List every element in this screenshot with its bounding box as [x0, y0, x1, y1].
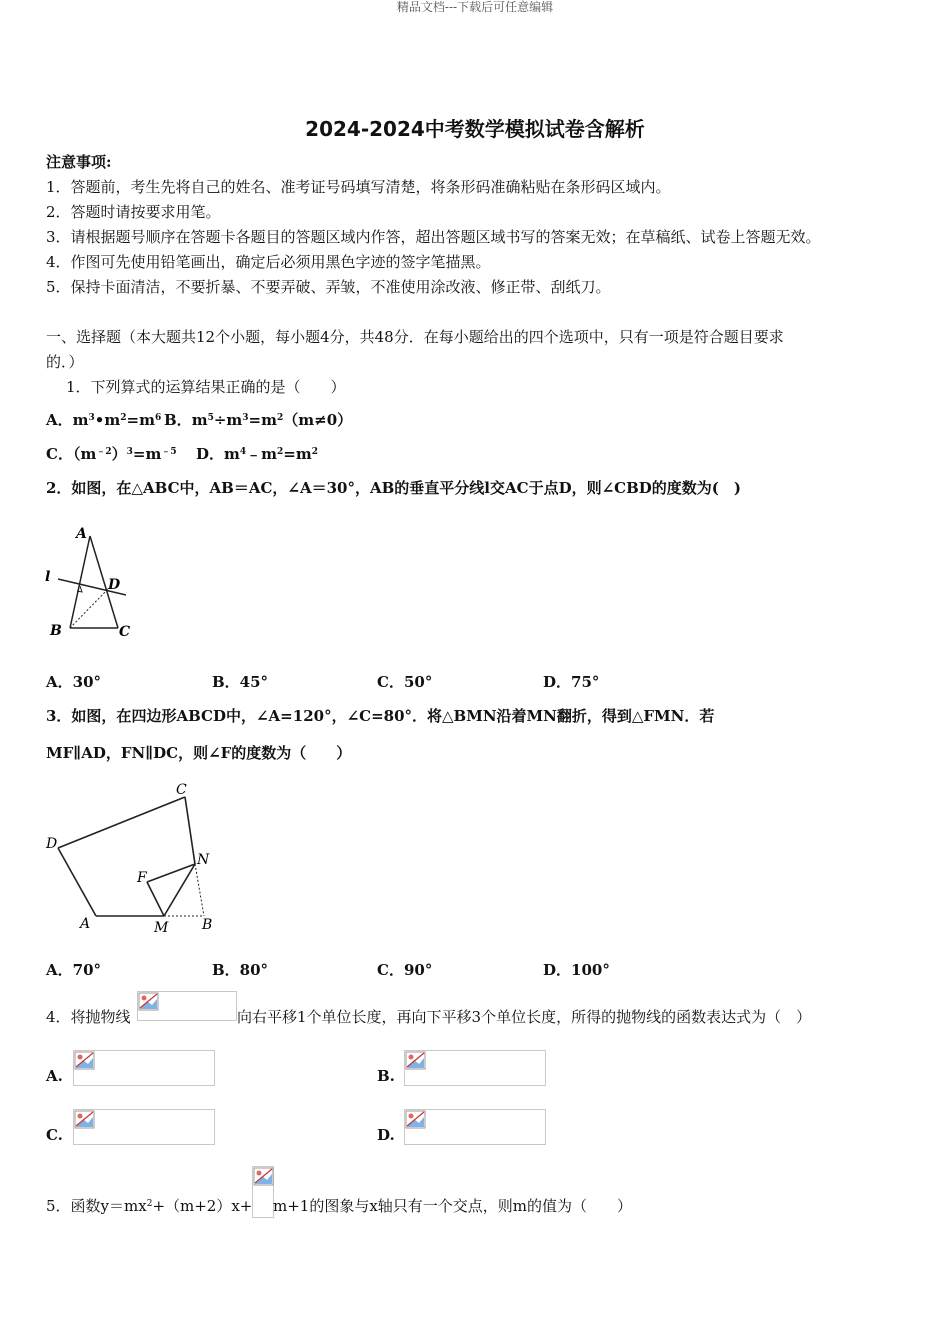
broken-image-icon [74, 1110, 96, 1130]
q4-option-a-image [73, 1050, 215, 1086]
notice-item: 4．作图可先使用铅笔画出，确定后必须用黑色字迹的签字笔描黑。 [46, 253, 491, 271]
label-M: M [154, 920, 169, 936]
q3-option-b: B．80° [212, 961, 269, 979]
q4-formula-image [137, 991, 237, 1021]
q3-option-a: A．70° [46, 961, 102, 979]
q5-formula-image [252, 1166, 274, 1218]
q4-option-d-image [404, 1109, 546, 1145]
q3-option-d: D．100° [543, 961, 610, 979]
label-B: B [202, 917, 213, 933]
q4-option-d-label: D. [377, 1126, 395, 1144]
label-F: F [137, 870, 147, 886]
q2-option-a: A．30° [46, 673, 102, 691]
page-header: 精品文档---下载后可任意编辑 [396, 0, 554, 14]
notice-item: 3．请根据题号顺序在答题卡各题目的答题区域内作答，超出答题区域书写的答案无效；在草稿纸、试卷上答题无效。 [46, 228, 821, 246]
label-D: D [108, 577, 121, 593]
broken-image-icon [138, 992, 160, 1012]
notice-item: 2．答题时请按要求用笔。 [46, 203, 221, 221]
broken-image-icon [405, 1051, 427, 1071]
label-N: N [197, 852, 210, 868]
q2-option-c: C．50° [377, 673, 433, 691]
q1-option-c: C．$(m^{﹣2})^3=m^{﹣5}$ [46, 445, 177, 463]
triangle-figure [40, 522, 150, 644]
notice-heading: 注意事项: [46, 153, 112, 171]
notice-item: 5．保持卡面清洁，不要折暴、不要弄破、弄皱，不准使用涂改液、修正带、刮纸刀。 [46, 278, 611, 296]
label-C: C [176, 782, 187, 798]
question-5-suffix: m+1的图象与x轴只有一个交点，则m的值为（ ） [273, 1197, 633, 1215]
section-heading-cont: 的．） [46, 353, 84, 371]
broken-image-icon [74, 1051, 96, 1071]
question-4-suffix: 向右平移1个单位长度，再向下平移3个单位长度，所得的抛物线的函数表达式为（ ） [237, 1008, 812, 1026]
question-3-stem-cont: MF∥AD，FN∥DC，则∠F的度数为（ ） [46, 744, 352, 762]
q1-option-d: D．$m^4﹣m^2=m^2$ [196, 445, 319, 463]
q2-option-b: B．45° [212, 673, 269, 691]
question-1-stem: 1．下列算式的运算结果正确的是（ ） [66, 378, 346, 396]
broken-image-icon [253, 1167, 275, 1187]
label-C: C [119, 624, 131, 640]
broken-image-icon [405, 1110, 427, 1130]
label-l: l [45, 569, 51, 585]
page-title: 2024-2024中考数学模拟试卷含解析 [305, 117, 645, 141]
q4-option-a-label: A. [46, 1067, 63, 1085]
q2-option-d: D．75° [543, 673, 600, 691]
q4-option-b-label: B. [377, 1067, 395, 1085]
label-A: A [76, 526, 87, 542]
quadrilateral-figure [40, 778, 225, 938]
label-A: A [80, 916, 91, 932]
question-5-prefix: 5．函数$y=mx^2+(m+2)x+$ [46, 1197, 253, 1215]
q4-option-c-label: C. [46, 1126, 63, 1144]
label-B: B [50, 623, 62, 639]
notice-item: 1．答题前，考生先将自己的姓名、准考证号码填写清楚，将条形码准确粘贴在条形码区域内。 [46, 178, 671, 196]
section-heading: 一、选择题（本大题共12个小题，每小题4分，共48分．在每小题给出的四个选项中，只有一项是符合题目要求 [46, 328, 784, 346]
label-D: D [46, 836, 58, 852]
q1-option-b: B．$m^5\div m^3=m^2(m\ne 0)$ [164, 411, 353, 429]
question-4-prefix: 4．将抛物线 [46, 1008, 131, 1026]
q3-option-c: C．90° [377, 961, 433, 979]
q4-option-c-image [73, 1109, 215, 1145]
question-2-stem: 2．如图，在△ABC中，AB＝AC，∠A＝30°，AB的垂直平分线l交AC于点D，则∠CBD的度数为( ) [46, 479, 741, 497]
q4-option-b-image [404, 1050, 546, 1086]
q1-option-a: A．$m^3•m^2=m^6$ [46, 411, 162, 429]
question-3-stem: 3．如图，在四边形ABCD中，∠A=120°，∠C=80°．将△BMN沿着MN翻折，得到△FMN．若 [46, 707, 715, 725]
